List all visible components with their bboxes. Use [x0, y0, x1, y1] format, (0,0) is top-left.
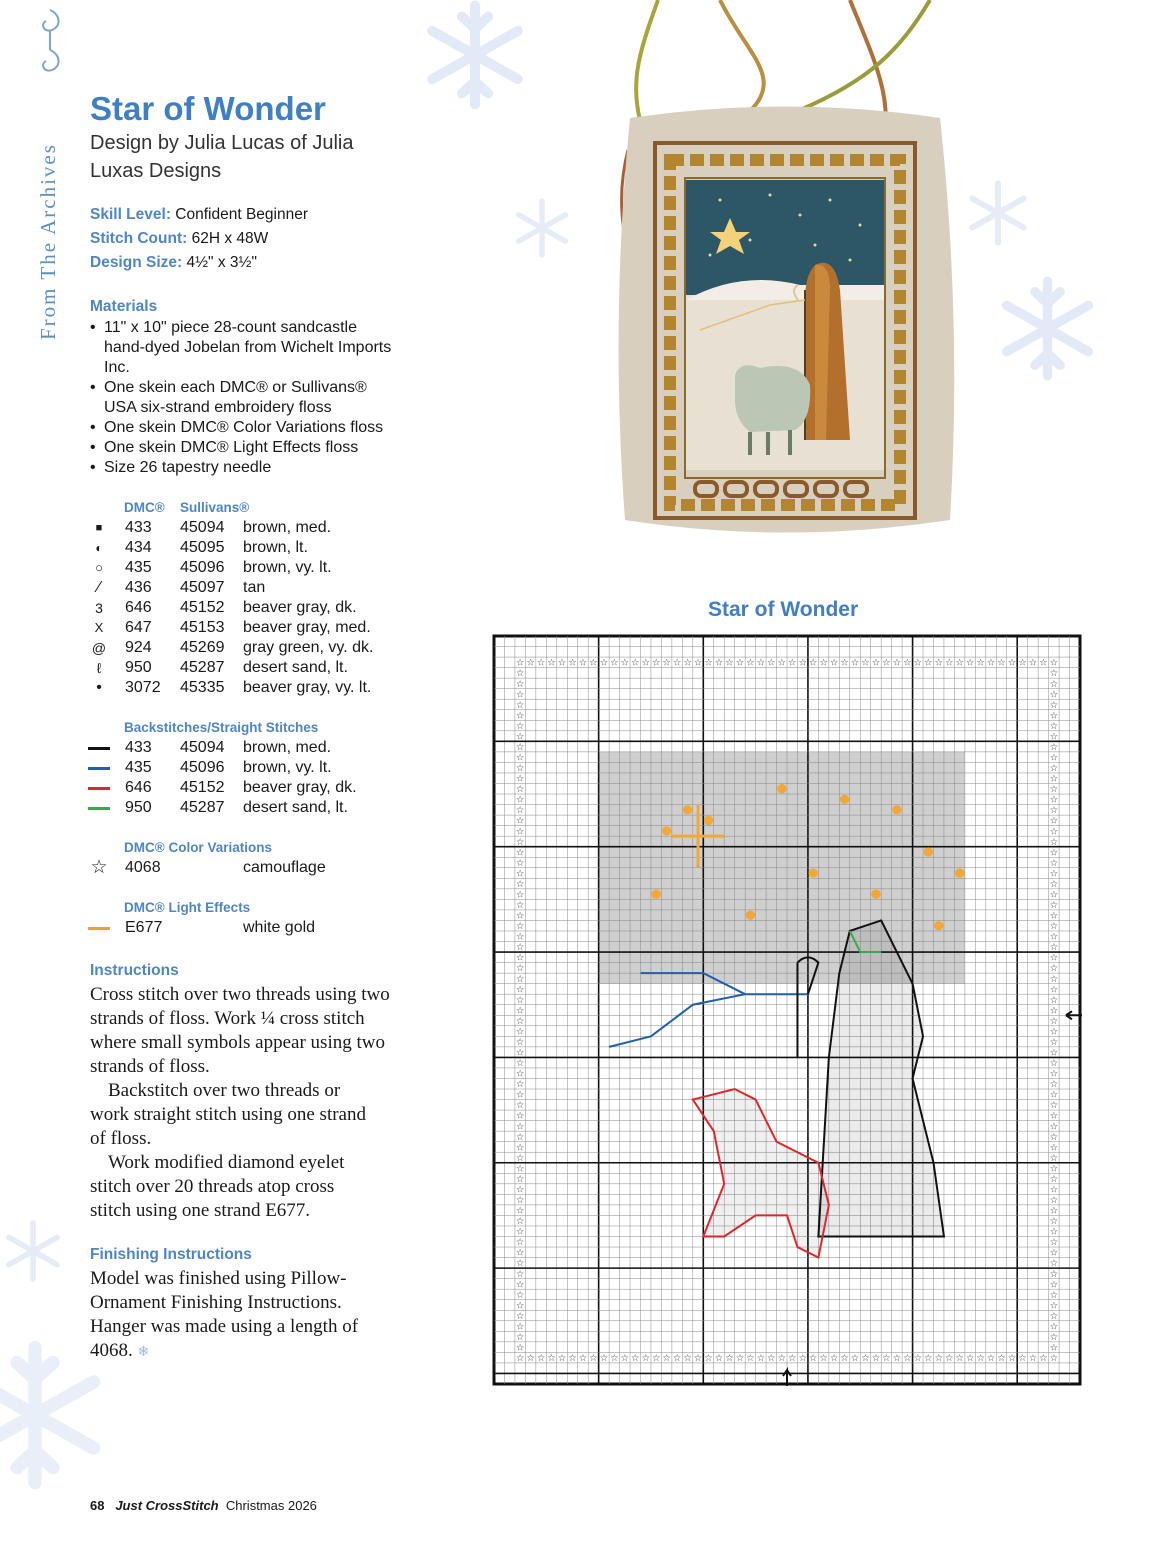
- svg-text:☆: ☆: [944, 657, 954, 669]
- backstitch-heading: Backstitches/Straight Stitches: [124, 720, 319, 735]
- svg-text:☆: ☆: [515, 1300, 525, 1312]
- svg-text:☆: ☆: [1049, 942, 1059, 954]
- svg-text:☆: ☆: [568, 657, 577, 669]
- svg-text:☆: ☆: [515, 1353, 525, 1365]
- svg-text:☆: ☆: [1049, 1226, 1059, 1238]
- svg-text:☆: ☆: [515, 931, 525, 943]
- svg-text:☆: ☆: [1049, 1258, 1059, 1270]
- svg-text:☆: ☆: [997, 657, 1006, 669]
- svg-text:☆: ☆: [536, 657, 546, 669]
- svg-text:☆: ☆: [1049, 1331, 1059, 1343]
- svg-text:☆: ☆: [1049, 868, 1059, 880]
- svg-text:☆: ☆: [515, 1310, 525, 1322]
- svg-text:☆: ☆: [515, 678, 525, 690]
- svg-text:☆: ☆: [1049, 921, 1059, 933]
- spec-skill-level: Skill Level: Confident Beginner: [90, 206, 309, 223]
- svg-text:☆: ☆: [746, 657, 755, 669]
- svg-text:☆: ☆: [1049, 699, 1059, 711]
- svg-text:☆: ☆: [1049, 1310, 1059, 1322]
- svg-text:☆: ☆: [924, 1353, 933, 1365]
- svg-text:☆: ☆: [1049, 1058, 1059, 1070]
- svg-text:☆: ☆: [808, 657, 818, 669]
- svg-text:☆: ☆: [944, 1353, 954, 1365]
- svg-text:☆: ☆: [934, 1353, 943, 1365]
- svg-text:☆: ☆: [1049, 1342, 1059, 1354]
- svg-text:☆: ☆: [735, 657, 745, 669]
- svg-text:☆: ☆: [693, 657, 703, 669]
- svg-text:☆: ☆: [557, 657, 567, 669]
- svg-text:☆: ☆: [631, 657, 640, 669]
- svg-text:☆: ☆: [515, 1205, 525, 1217]
- svg-text:☆: ☆: [515, 878, 525, 890]
- svg-text:☆: ☆: [515, 1131, 525, 1143]
- svg-text:☆: ☆: [913, 657, 923, 669]
- svg-text:☆: ☆: [515, 868, 525, 880]
- svg-text:☆: ☆: [515, 1089, 525, 1101]
- svg-text:☆: ☆: [1049, 689, 1059, 701]
- svg-text:☆: ☆: [787, 657, 797, 669]
- list-item: • One skein DMC® Light Effects floss: [90, 438, 400, 458]
- svg-text:☆: ☆: [1049, 1100, 1059, 1112]
- svg-text:☆: ☆: [515, 668, 525, 680]
- svg-text:☆: ☆: [515, 1036, 525, 1048]
- end-snowflake-icon: ❄: [137, 1345, 150, 1360]
- svg-text:☆: ☆: [861, 1353, 870, 1365]
- svg-text:☆: ☆: [1049, 1300, 1059, 1312]
- svg-text:☆: ☆: [1018, 657, 1027, 669]
- svg-text:☆: ☆: [986, 1353, 996, 1365]
- svg-text:☆: ☆: [725, 1353, 734, 1365]
- svg-text:☆: ☆: [1049, 678, 1059, 690]
- svg-text:☆: ☆: [1049, 1216, 1059, 1228]
- svg-text:☆: ☆: [819, 1353, 828, 1365]
- svg-text:☆: ☆: [515, 710, 525, 722]
- svg-text:☆: ☆: [1049, 1079, 1059, 1091]
- svg-text:☆: ☆: [767, 657, 776, 669]
- svg-text:☆: ☆: [714, 657, 724, 669]
- svg-text:☆: ☆: [672, 657, 682, 669]
- chart-title: Star of Wonder: [708, 598, 859, 621]
- page-title: Star of Wonder: [90, 90, 326, 127]
- svg-text:☆: ☆: [515, 794, 525, 806]
- svg-text:☆: ☆: [1049, 657, 1059, 669]
- svg-text:☆: ☆: [515, 1005, 525, 1017]
- svg-text:☆: ☆: [819, 657, 828, 669]
- svg-text:☆: ☆: [986, 657, 996, 669]
- finishing-heading: Finishing Instructions: [90, 1246, 252, 1263]
- svg-text:☆: ☆: [1049, 826, 1059, 838]
- svg-text:☆: ☆: [515, 963, 525, 975]
- svg-text:☆: ☆: [515, 815, 525, 827]
- svg-text:☆: ☆: [578, 657, 588, 669]
- svg-text:☆: ☆: [515, 1184, 525, 1196]
- svg-text:☆: ☆: [515, 1110, 525, 1122]
- svg-text:☆: ☆: [1049, 1353, 1059, 1365]
- svg-text:☆: ☆: [515, 994, 525, 1006]
- svg-text:☆: ☆: [515, 952, 525, 964]
- svg-text:☆: ☆: [798, 657, 807, 669]
- svg-text:☆: ☆: [1028, 1353, 1038, 1365]
- svg-text:☆: ☆: [892, 657, 902, 669]
- svg-text:☆: ☆: [515, 1216, 525, 1228]
- svg-text:☆: ☆: [651, 657, 661, 669]
- svg-text:☆: ☆: [976, 1353, 985, 1365]
- svg-text:☆: ☆: [557, 1353, 567, 1365]
- svg-text:☆: ☆: [610, 657, 619, 669]
- svg-text:☆: ☆: [1049, 668, 1059, 680]
- svg-text:☆: ☆: [1049, 710, 1059, 722]
- svg-text:☆: ☆: [955, 1353, 964, 1365]
- svg-text:☆: ☆: [1049, 720, 1059, 732]
- svg-text:☆: ☆: [683, 657, 692, 669]
- svg-text:☆: ☆: [515, 1279, 525, 1291]
- svg-text:☆: ☆: [526, 1353, 535, 1365]
- svg-text:☆: ☆: [1049, 1005, 1059, 1017]
- legend-col-sullivans: Sullivans®: [180, 500, 250, 515]
- svg-text:☆: ☆: [1049, 847, 1059, 859]
- svg-text:☆: ☆: [913, 1353, 923, 1365]
- svg-text:☆: ☆: [515, 741, 525, 753]
- svg-text:☆: ☆: [1049, 1268, 1059, 1280]
- issue-name: Christmas 2026: [225, 1498, 317, 1513]
- svg-text:☆: ☆: [1049, 878, 1059, 890]
- svg-text:☆: ☆: [515, 1331, 525, 1343]
- svg-text:☆: ☆: [599, 657, 609, 669]
- svg-text:☆: ☆: [1049, 1173, 1059, 1185]
- svg-text:☆: ☆: [515, 1195, 525, 1207]
- svg-text:☆: ☆: [1049, 931, 1059, 943]
- svg-text:☆: ☆: [578, 1353, 588, 1365]
- svg-text:☆: ☆: [620, 657, 630, 669]
- svg-text:☆: ☆: [515, 689, 525, 701]
- svg-text:☆: ☆: [515, 900, 525, 912]
- finishing-text: Model was finished using Pillow-Ornament Finishing Instructions. Hanger was made using a length of 4068. ❄: [90, 1268, 359, 1361]
- svg-text:☆: ☆: [589, 1353, 598, 1365]
- svg-text:☆: ☆: [850, 657, 860, 669]
- instructions-text: [90, 983, 390, 1223]
- svg-text:☆: ☆: [515, 1121, 525, 1133]
- svg-text:☆: ☆: [1007, 657, 1017, 669]
- svg-text:☆: ☆: [704, 1353, 713, 1365]
- svg-text:☆: ☆: [610, 1353, 619, 1365]
- svg-text:☆: ☆: [1049, 984, 1059, 996]
- svg-text:☆: ☆: [547, 657, 556, 669]
- svg-text:☆: ☆: [515, 1247, 525, 1259]
- svg-text:☆: ☆: [683, 1353, 692, 1365]
- svg-text:☆: ☆: [515, 657, 525, 669]
- svg-text:☆: ☆: [725, 657, 734, 669]
- svg-text:☆: ☆: [756, 1353, 766, 1365]
- snowflake-decoration: [995, 276, 1100, 381]
- svg-text:☆: ☆: [704, 657, 713, 669]
- svg-text:☆: ☆: [1018, 1353, 1027, 1365]
- snowflake-decoration: [2, 1220, 64, 1282]
- svg-text:☆: ☆: [714, 1353, 724, 1365]
- svg-text:☆: ☆: [1049, 1047, 1059, 1059]
- svg-text:☆: ☆: [735, 1353, 745, 1365]
- svg-text:☆: ☆: [641, 1353, 650, 1365]
- variations-heading: DMC® Color Variations: [124, 840, 272, 855]
- svg-text:☆: ☆: [965, 1353, 975, 1365]
- svg-text:☆: ☆: [1039, 1353, 1048, 1365]
- paragraph: Cross stitch over two threads using two strands of floss. Work ¼ cross stitch where small symbols appear using two strands of floss.: [90, 984, 390, 1077]
- legend-col-dmc: DMC®: [124, 500, 165, 515]
- svg-text:☆: ☆: [1049, 752, 1059, 764]
- svg-text:☆: ☆: [861, 657, 870, 669]
- svg-text:☆: ☆: [1049, 963, 1059, 975]
- svg-text:☆: ☆: [871, 657, 881, 669]
- svg-text:☆: ☆: [515, 1026, 525, 1038]
- svg-text:☆: ☆: [934, 657, 943, 669]
- svg-text:☆: ☆: [965, 657, 975, 669]
- spec-stitch-count: Stitch Count: 62H x 48W: [90, 230, 269, 247]
- svg-text:☆: ☆: [641, 657, 650, 669]
- paragraph: Work modified diamond eyelet stitch over 20 threads atop cross stitch using one strand E677.: [90, 1152, 345, 1221]
- snowflake-decoration: [420, 0, 530, 110]
- svg-text:☆: ☆: [1049, 1015, 1059, 1027]
- svg-text:☆: ☆: [892, 1353, 902, 1365]
- svg-text:☆: ☆: [547, 1353, 556, 1365]
- spec-design-size: Design Size: 4½" x 3½": [90, 254, 257, 271]
- effects-heading: DMC® Light Effects: [124, 900, 251, 915]
- svg-text:☆: ☆: [1049, 1068, 1059, 1080]
- svg-text:☆: ☆: [515, 1152, 525, 1164]
- svg-text:☆: ☆: [1049, 1237, 1059, 1249]
- svg-text:☆: ☆: [1049, 973, 1059, 985]
- svg-text:☆: ☆: [1049, 1121, 1059, 1133]
- svg-text:☆: ☆: [515, 1163, 525, 1175]
- svg-text:☆: ☆: [515, 1237, 525, 1249]
- svg-text:☆: ☆: [1049, 1089, 1059, 1101]
- svg-text:☆: ☆: [1049, 773, 1059, 785]
- svg-text:☆: ☆: [515, 836, 525, 848]
- svg-text:☆: ☆: [1049, 1036, 1059, 1048]
- svg-text:☆: ☆: [955, 657, 964, 669]
- svg-text:☆: ☆: [1049, 857, 1059, 869]
- svg-text:☆: ☆: [515, 1047, 525, 1059]
- svg-text:☆: ☆: [1049, 1163, 1059, 1175]
- svg-text:☆: ☆: [1049, 1195, 1059, 1207]
- svg-text:☆: ☆: [1049, 1026, 1059, 1038]
- svg-text:☆: ☆: [1049, 1131, 1059, 1143]
- svg-text:☆: ☆: [1049, 1279, 1059, 1291]
- list-item: • Size 26 tapestry needle: [90, 458, 400, 478]
- svg-text:☆: ☆: [515, 731, 525, 743]
- svg-text:☆: ☆: [903, 1353, 912, 1365]
- svg-text:☆: ☆: [1049, 1205, 1059, 1217]
- svg-text:☆: ☆: [1049, 889, 1059, 901]
- svg-text:☆: ☆: [662, 657, 671, 669]
- svg-text:☆: ☆: [1049, 910, 1059, 922]
- svg-text:☆: ☆: [756, 657, 766, 669]
- svg-text:☆: ☆: [515, 921, 525, 933]
- svg-text:☆: ☆: [1049, 1110, 1059, 1122]
- snowflake-decoration: [965, 180, 1031, 246]
- svg-text:☆: ☆: [515, 984, 525, 996]
- magazine-name: Just CrossStitch: [115, 1498, 219, 1513]
- svg-text:☆: ☆: [515, 1142, 525, 1154]
- svg-text:☆: ☆: [515, 1342, 525, 1354]
- svg-text:☆: ☆: [515, 720, 525, 732]
- svg-text:☆: ☆: [1049, 805, 1059, 817]
- list-item: • 11" x 10" piece 28-count sandcastle hand-dyed Jobelan from Wichelt Imports Inc.: [90, 318, 400, 378]
- svg-text:☆: ☆: [526, 657, 535, 669]
- svg-text:☆: ☆: [662, 1353, 671, 1365]
- svg-text:☆: ☆: [515, 1068, 525, 1080]
- svg-text:☆: ☆: [515, 784, 525, 796]
- svg-text:☆: ☆: [777, 1353, 787, 1365]
- svg-text:☆: ☆: [840, 1353, 849, 1365]
- svg-text:☆: ☆: [871, 1353, 881, 1365]
- svg-text:☆: ☆: [1049, 1142, 1059, 1154]
- svg-text:☆: ☆: [515, 763, 525, 775]
- svg-text:☆: ☆: [1049, 1321, 1059, 1333]
- svg-text:☆: ☆: [515, 910, 525, 922]
- svg-text:☆: ☆: [515, 847, 525, 859]
- svg-text:☆: ☆: [599, 1353, 609, 1365]
- designer-credit: Design by Julia Lucas of Julia Luxas Designs: [90, 132, 354, 182]
- svg-text:☆: ☆: [1049, 763, 1059, 775]
- svg-text:☆: ☆: [882, 1353, 891, 1365]
- svg-text:☆: ☆: [568, 1353, 577, 1365]
- swirl-ornament-icon: [30, 6, 70, 76]
- svg-text:☆: ☆: [1049, 1247, 1059, 1259]
- list-item: • One skein each DMC® or Sullivans® USA six-strand embroidery floss: [90, 378, 400, 418]
- svg-text:☆: ☆: [1049, 1184, 1059, 1196]
- svg-text:☆: ☆: [777, 657, 787, 669]
- svg-text:☆: ☆: [840, 657, 849, 669]
- svg-text:☆: ☆: [787, 1353, 797, 1365]
- svg-text:☆: ☆: [651, 1353, 661, 1365]
- svg-text:☆: ☆: [829, 1353, 839, 1365]
- svg-text:☆: ☆: [1049, 1152, 1059, 1164]
- snowflake-decoration: [512, 198, 572, 258]
- page-footer: [90, 1498, 317, 1513]
- svg-text:☆: ☆: [1028, 657, 1038, 669]
- svg-text:☆: ☆: [903, 657, 912, 669]
- svg-text:☆: ☆: [515, 1289, 525, 1301]
- svg-text:☆: ☆: [515, 1226, 525, 1238]
- svg-text:☆: ☆: [1049, 731, 1059, 743]
- svg-text:☆: ☆: [515, 1079, 525, 1091]
- svg-text:☆: ☆: [1049, 815, 1059, 827]
- paragraph: Backstitch over two threads or work straight stitch using one strand of floss.: [90, 1080, 366, 1149]
- svg-text:☆: ☆: [1049, 952, 1059, 964]
- svg-text:☆: ☆: [829, 657, 839, 669]
- svg-text:☆: ☆: [515, 773, 525, 785]
- section-label: From The Archives: [36, 143, 60, 340]
- svg-text:☆: ☆: [672, 1353, 682, 1365]
- svg-text:☆: ☆: [976, 657, 985, 669]
- svg-text:☆: ☆: [515, 826, 525, 838]
- svg-text:☆: ☆: [536, 1353, 546, 1365]
- svg-text:☆: ☆: [515, 942, 525, 954]
- svg-text:☆: ☆: [693, 1353, 703, 1365]
- svg-text:☆: ☆: [1049, 784, 1059, 796]
- ornament-photo: [600, 0, 970, 555]
- svg-text:☆: ☆: [808, 1353, 818, 1365]
- svg-text:☆: ☆: [1049, 794, 1059, 806]
- materials-list: [90, 318, 400, 478]
- svg-text:☆: ☆: [515, 1268, 525, 1280]
- svg-text:☆: ☆: [1049, 836, 1059, 848]
- svg-text:☆: ☆: [620, 1353, 630, 1365]
- svg-text:☆: ☆: [997, 1353, 1006, 1365]
- svg-text:☆: ☆: [589, 657, 598, 669]
- svg-text:☆: ☆: [515, 857, 525, 869]
- svg-text:☆: ☆: [631, 1353, 640, 1365]
- svg-text:☆: ☆: [515, 889, 525, 901]
- stitch-chart: [490, 632, 1090, 1392]
- svg-text:☆: ☆: [767, 1353, 776, 1365]
- svg-text:☆: ☆: [1039, 657, 1048, 669]
- svg-text:☆: ☆: [515, 1173, 525, 1185]
- svg-text:☆: ☆: [515, 1058, 525, 1070]
- svg-text:☆: ☆: [515, 1100, 525, 1112]
- instructions-heading: Instructions: [90, 962, 179, 979]
- svg-text:☆: ☆: [1049, 994, 1059, 1006]
- svg-text:☆: ☆: [746, 1353, 755, 1365]
- svg-text:☆: ☆: [515, 1015, 525, 1027]
- svg-text:☆: ☆: [515, 973, 525, 985]
- svg-text:☆: ☆: [1007, 1353, 1017, 1365]
- svg-text:☆: ☆: [798, 1353, 807, 1365]
- svg-text:☆: ☆: [1049, 741, 1059, 753]
- svg-text:☆: ☆: [515, 752, 525, 764]
- svg-text:☆: ☆: [515, 805, 525, 817]
- svg-text:☆: ☆: [882, 657, 891, 669]
- svg-text:☆: ☆: [515, 1258, 525, 1270]
- svg-text:☆: ☆: [515, 699, 525, 711]
- svg-text:☆: ☆: [515, 1321, 525, 1333]
- svg-text:☆: ☆: [1049, 1289, 1059, 1301]
- list-item: • One skein DMC® Color Variations floss: [90, 418, 400, 438]
- page-number: 68: [90, 1498, 105, 1513]
- materials-heading: Materials: [90, 298, 158, 315]
- svg-text:☆: ☆: [1049, 900, 1059, 912]
- svg-text:☆: ☆: [850, 1353, 860, 1365]
- svg-text:☆: ☆: [924, 657, 933, 669]
